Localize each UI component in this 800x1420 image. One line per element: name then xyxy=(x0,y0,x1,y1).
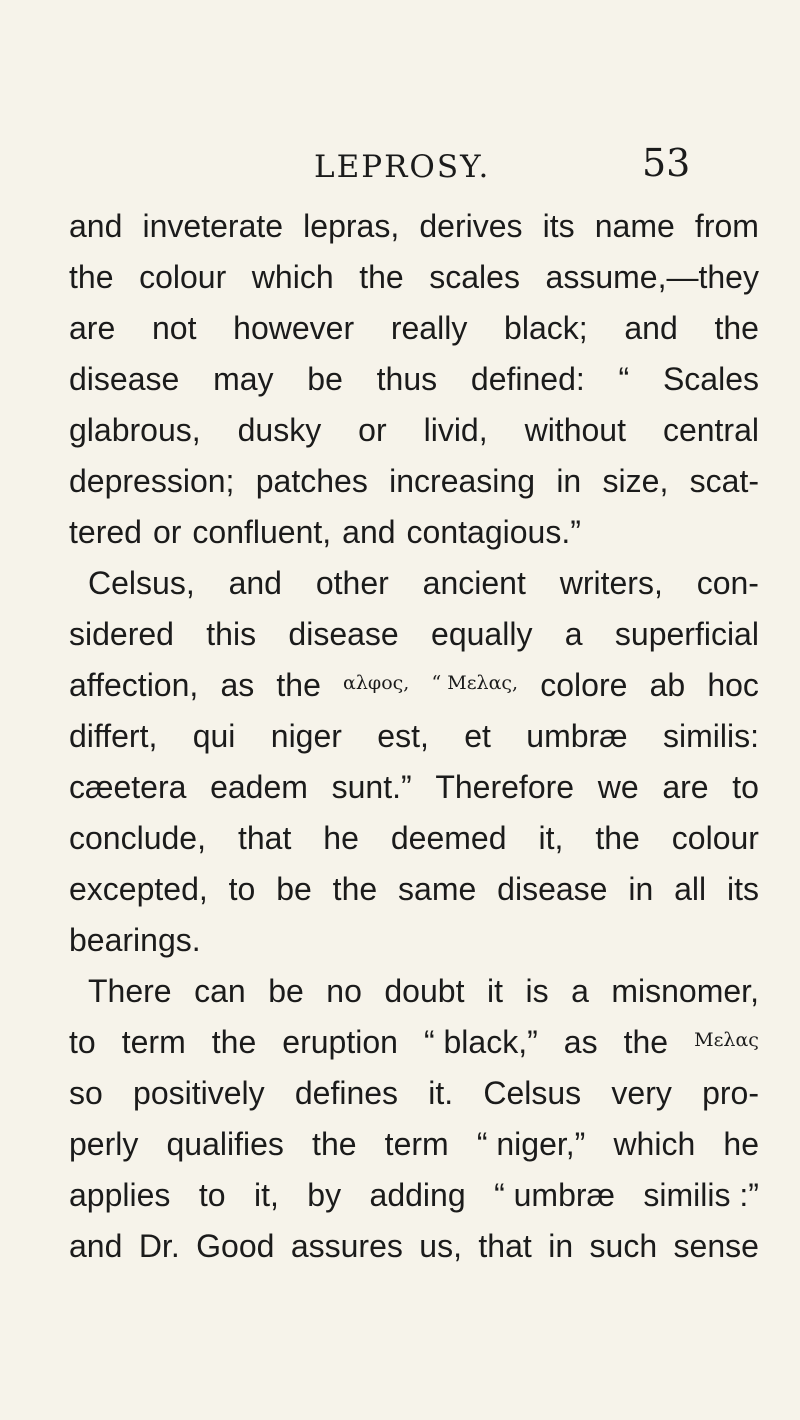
text-line xyxy=(69,711,759,762)
word: very xyxy=(611,1075,672,1111)
word: that xyxy=(478,1228,532,1264)
word: hoc xyxy=(707,667,759,703)
word: excepted, xyxy=(69,871,208,907)
word: that xyxy=(237,820,292,856)
word: perly xyxy=(69,1126,139,1162)
word: ab xyxy=(649,667,686,703)
text-line xyxy=(69,1119,759,1170)
word: increasing xyxy=(389,463,535,499)
word: in xyxy=(556,463,582,499)
word: the xyxy=(276,667,321,703)
word: pro- xyxy=(702,1075,759,1111)
text-line xyxy=(69,1017,759,1068)
word: inveterate xyxy=(142,208,284,244)
word: equally xyxy=(431,616,533,652)
word: deemed xyxy=(390,820,507,856)
word: which xyxy=(613,1126,696,1162)
word: size, xyxy=(602,463,669,499)
word: eadem xyxy=(210,769,308,805)
word: assume,—they xyxy=(545,259,759,295)
word: not xyxy=(151,310,197,346)
word: est, xyxy=(377,718,429,754)
word: such xyxy=(589,1228,658,1264)
word: name xyxy=(594,208,675,244)
word: really xyxy=(390,310,468,346)
word: it xyxy=(486,973,503,1009)
word: qualifies xyxy=(166,1126,284,1162)
text-line xyxy=(69,762,759,813)
word: dusky xyxy=(237,412,322,448)
word: the xyxy=(69,259,114,295)
word: or xyxy=(152,514,182,550)
text-line xyxy=(69,660,759,711)
word: disease xyxy=(288,616,399,652)
word: it, xyxy=(253,1177,279,1213)
word: be xyxy=(268,973,304,1009)
word: Dr. xyxy=(138,1228,180,1264)
word: livid, xyxy=(423,412,488,448)
word: no xyxy=(326,973,362,1009)
word: the xyxy=(332,871,378,907)
word: he xyxy=(323,820,359,856)
word: adding xyxy=(369,1177,466,1213)
word: the xyxy=(211,1024,257,1060)
word: assures xyxy=(290,1228,403,1264)
body-text xyxy=(69,201,759,1272)
word: all xyxy=(674,871,707,907)
word: central xyxy=(662,412,759,448)
word: disease xyxy=(69,361,180,397)
word: is xyxy=(525,973,549,1009)
word: so xyxy=(69,1075,103,1111)
word: ancient xyxy=(422,565,526,601)
word: bearings. xyxy=(69,922,201,958)
word: be xyxy=(276,871,312,907)
text-line xyxy=(69,303,759,354)
text-line xyxy=(69,813,759,864)
text-line xyxy=(69,558,759,609)
word: may xyxy=(213,361,274,397)
text-line xyxy=(69,252,759,303)
word: superficial xyxy=(614,616,759,652)
page-number: 53 xyxy=(642,141,691,185)
word: “ niger,” xyxy=(476,1126,586,1162)
word: αλφος, xyxy=(343,672,410,694)
word: colore xyxy=(540,667,628,703)
word: con- xyxy=(696,565,759,601)
word: scat- xyxy=(689,463,759,499)
word: the xyxy=(312,1126,357,1162)
word: confluent, xyxy=(192,514,332,550)
word: “ umbræ xyxy=(494,1177,615,1213)
running-head xyxy=(0,143,800,193)
word: affection, xyxy=(69,667,199,703)
word: and xyxy=(624,310,678,346)
text-line xyxy=(69,456,759,507)
word: which xyxy=(251,259,334,295)
word: “ xyxy=(618,361,630,397)
word: contagious.” xyxy=(406,514,581,550)
word: applies xyxy=(69,1177,171,1213)
word: and xyxy=(69,208,123,244)
word: sense xyxy=(673,1228,759,1264)
word: tered xyxy=(69,514,142,550)
word: thus xyxy=(376,361,438,397)
word: or xyxy=(358,412,387,448)
word: to xyxy=(69,1024,96,1060)
word: by xyxy=(307,1177,342,1213)
word: without xyxy=(524,412,626,448)
word: Good xyxy=(196,1228,275,1264)
word: are xyxy=(69,310,116,346)
word: as xyxy=(563,1024,598,1060)
word: colour xyxy=(139,259,227,295)
word: Scales xyxy=(662,361,759,397)
word: defined: xyxy=(470,361,585,397)
word: Celsus xyxy=(483,1075,582,1111)
word: scales xyxy=(429,259,520,295)
word: to xyxy=(732,769,759,805)
word: other xyxy=(315,565,389,601)
word: in xyxy=(548,1228,574,1264)
text-line xyxy=(69,405,759,456)
word: qui xyxy=(192,718,236,754)
text-line xyxy=(69,609,759,660)
word: differt, xyxy=(69,718,158,754)
word: us, xyxy=(419,1228,462,1264)
word: term xyxy=(121,1024,186,1060)
word: sunt.” xyxy=(331,769,412,805)
text-line xyxy=(69,915,759,966)
word: Therefore xyxy=(435,769,575,805)
word: a xyxy=(564,616,583,652)
word: he xyxy=(723,1126,759,1162)
word: There xyxy=(88,973,172,1009)
word: its xyxy=(542,208,575,244)
text-line xyxy=(69,1221,759,1272)
word: this xyxy=(206,616,257,652)
word: in xyxy=(628,871,654,907)
word: lepras, xyxy=(303,208,400,244)
word: to xyxy=(228,871,256,907)
word: defines xyxy=(294,1075,399,1111)
word: “ black,” xyxy=(423,1024,538,1060)
word: it, xyxy=(538,820,564,856)
word: writers, xyxy=(559,565,663,601)
word: it. xyxy=(428,1075,454,1111)
word: its xyxy=(727,871,759,907)
word: “ Μελας, xyxy=(431,672,519,694)
word: the xyxy=(623,1024,669,1060)
word: similis: xyxy=(662,718,759,754)
word: are xyxy=(662,769,709,805)
page-title: LEPROSY. xyxy=(314,149,491,185)
word: similis :” xyxy=(643,1177,759,1213)
text-line xyxy=(69,201,759,252)
word: the xyxy=(595,820,640,856)
word: we xyxy=(597,769,639,805)
word: term xyxy=(384,1126,449,1162)
word: cæetera xyxy=(69,769,187,805)
word: from xyxy=(694,208,759,244)
word: the xyxy=(359,259,404,295)
word: disease xyxy=(497,871,608,907)
word: doubt xyxy=(384,973,465,1009)
word: Μελας xyxy=(694,1029,759,1051)
word: umbræ xyxy=(526,718,628,754)
word: misnomer, xyxy=(611,973,759,1009)
word: and xyxy=(228,565,282,601)
text-line xyxy=(69,507,759,558)
word: depression; xyxy=(69,463,235,499)
word: the xyxy=(714,310,759,346)
text-line xyxy=(69,966,759,1017)
word: eruption xyxy=(282,1024,398,1060)
word: and xyxy=(342,514,396,550)
word: black; xyxy=(504,310,588,346)
word: glabrous, xyxy=(69,412,201,448)
word: Celsus, xyxy=(88,565,195,601)
word: to xyxy=(198,1177,226,1213)
word: conclude, xyxy=(69,820,206,856)
word: and xyxy=(69,1228,123,1264)
text-line xyxy=(69,1068,759,1119)
text-line xyxy=(69,1170,759,1221)
word: same xyxy=(398,871,477,907)
word: as xyxy=(220,667,255,703)
word: can xyxy=(194,973,246,1009)
word: sidered xyxy=(69,616,174,652)
text-line xyxy=(69,864,759,915)
word: however xyxy=(233,310,355,346)
word: derives xyxy=(419,208,523,244)
word: be xyxy=(307,361,343,397)
word: patches xyxy=(255,463,368,499)
word: et xyxy=(464,718,491,754)
text-line xyxy=(69,354,759,405)
word: a xyxy=(571,973,589,1009)
word: positively xyxy=(133,1075,265,1111)
word: niger xyxy=(270,718,342,754)
word: colour xyxy=(671,820,759,856)
